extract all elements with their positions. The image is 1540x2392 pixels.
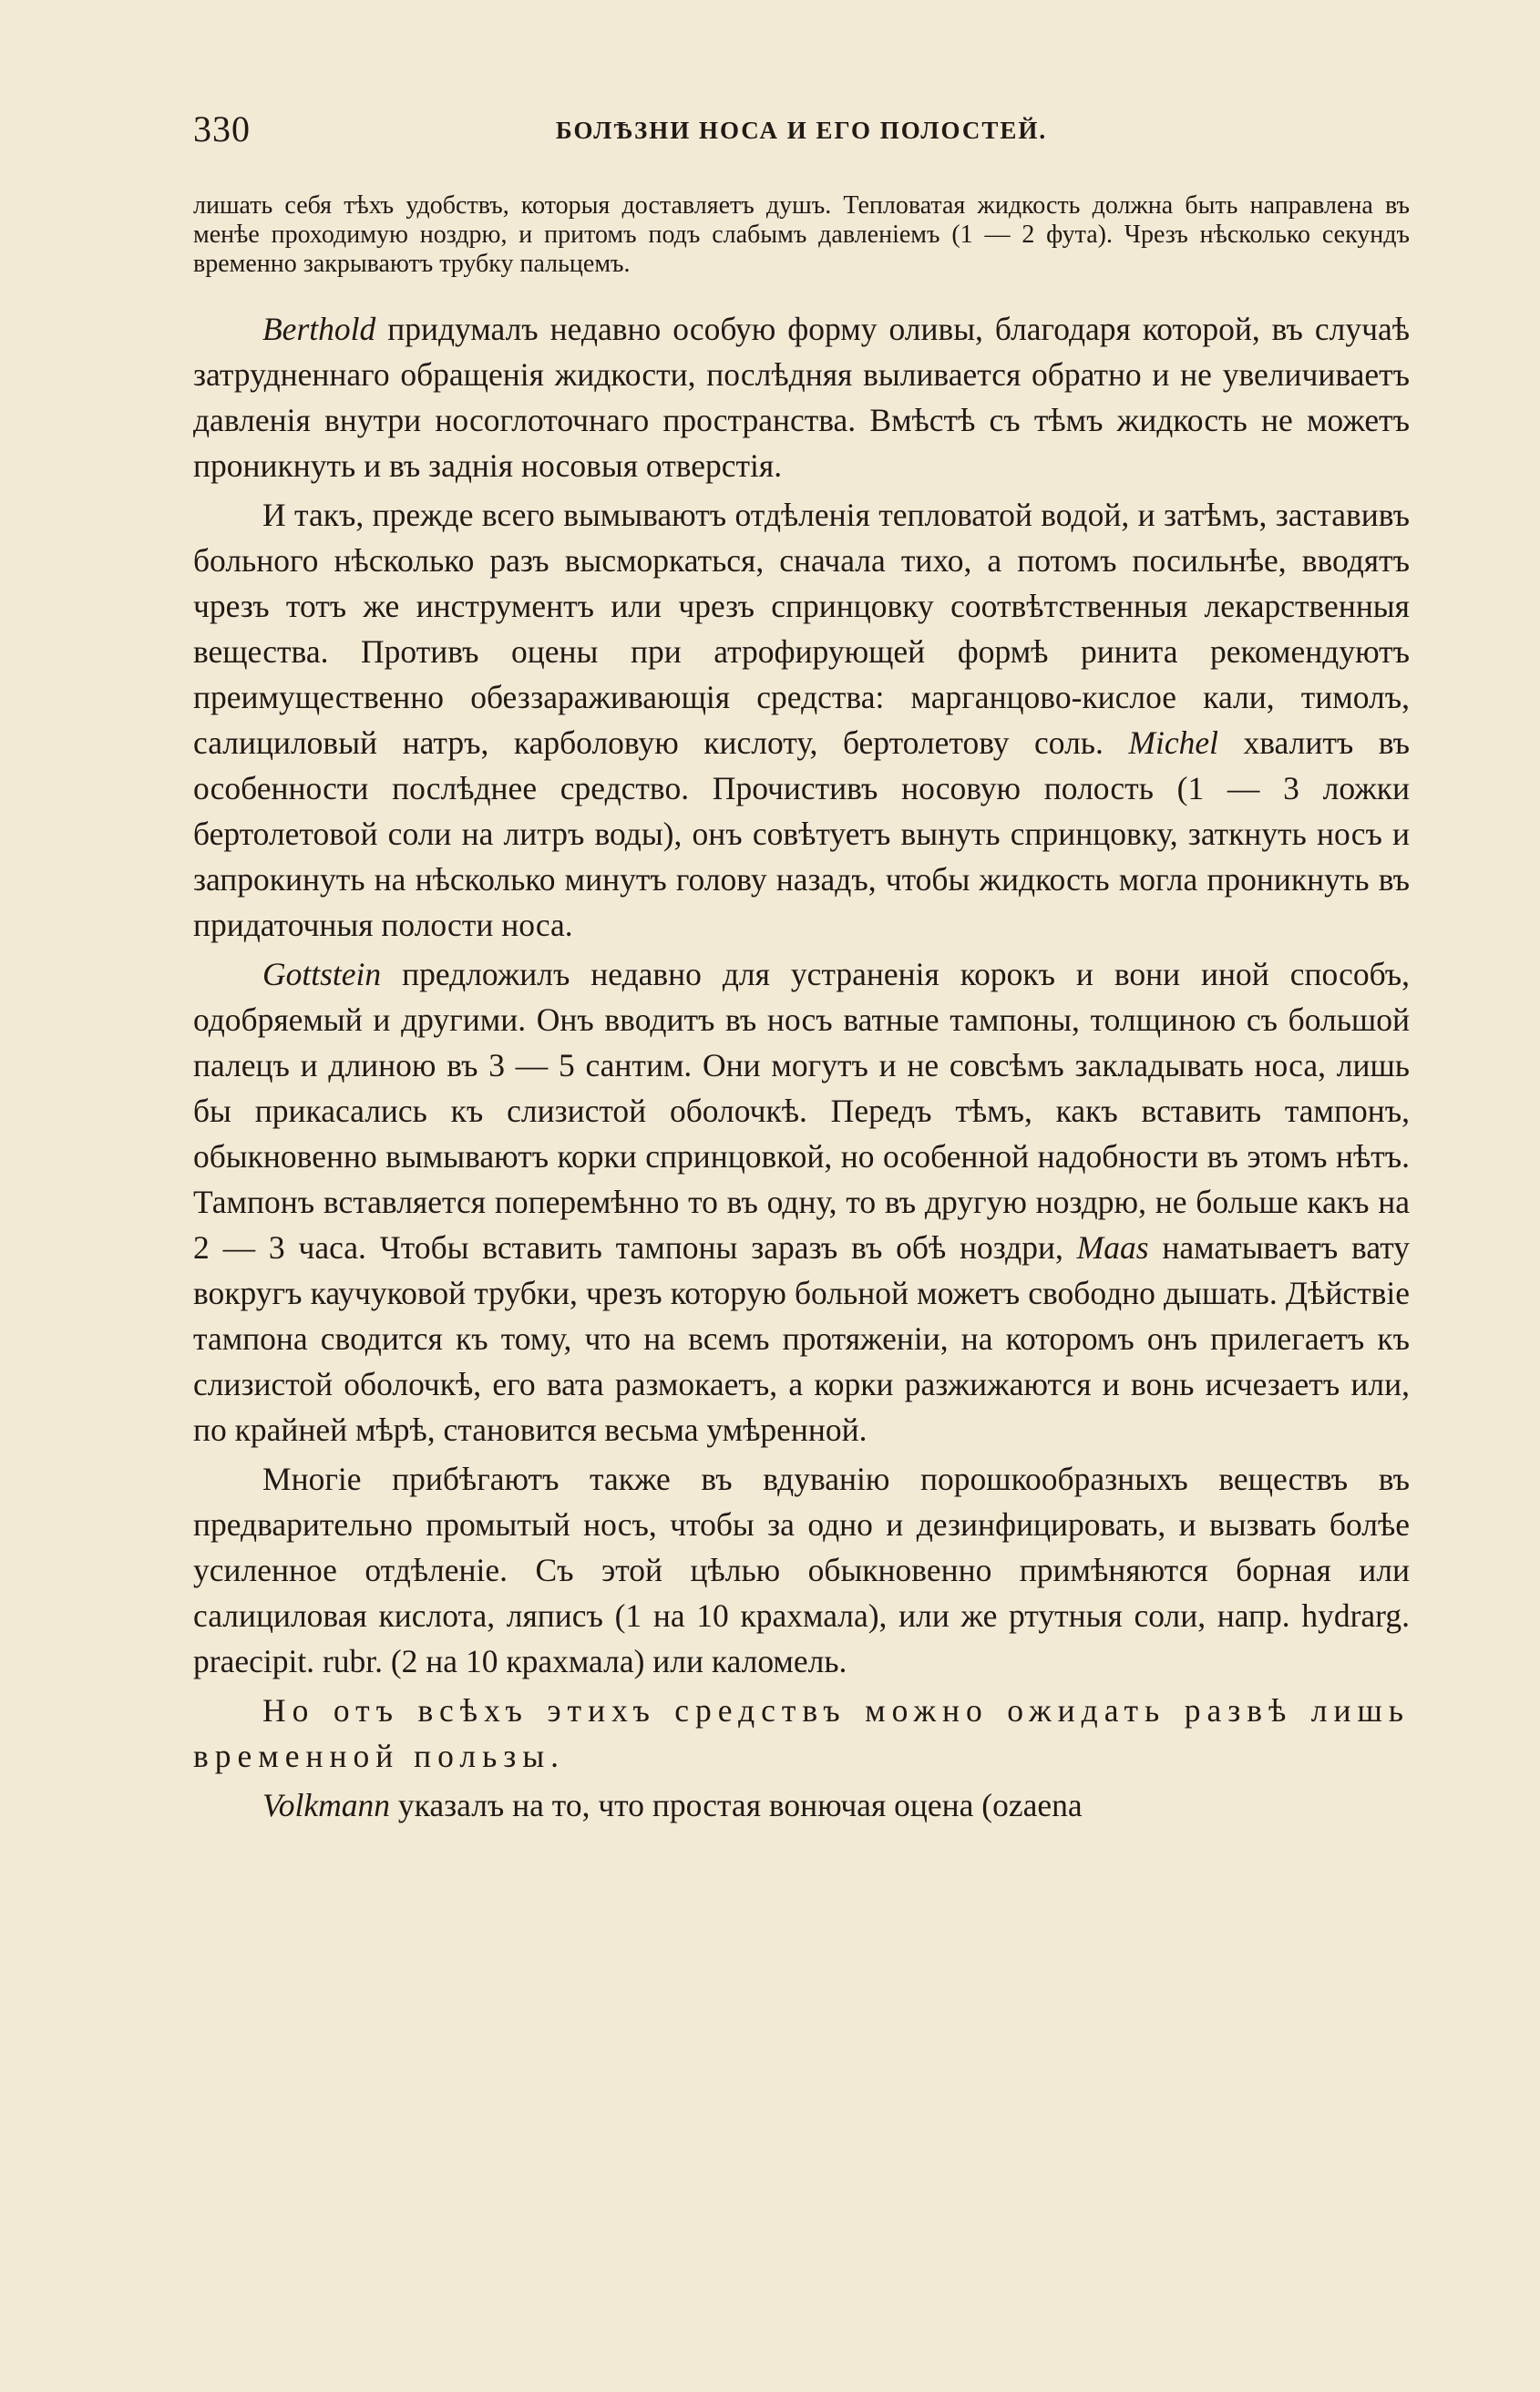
paragraph-powders: Многіе прибѣгаютъ также въ вдуванію порошкообразныхъ веществъ въ предварительно промытый носъ, чтобы за одно и дезинфицировать, и вызвать болѣе усиленное отдѣленіе. Съ этой цѣлью обыкновенно примѣняются борная или салициловая кислота, ляписъ (1 на 10 крахмала), или же ртутныя соли, напр. hydrarg. praecipit. rubr. (2 на 10 крахмала) или каломель. [193,1461,1410,1679]
paragraph-berthold [193,306,1410,488]
footnote-text: лишать себя тѣхъ удобствъ, которыя доставляетъ душъ. Тепловатая жидкость должна быть направлена въ менѣе проходимую ноздрю, и притомъ подъ слабымъ давленіемъ (1 — 2 фута). Чрезъ нѣсколько секундъ временно закрываютъ трубку пальцемъ. [193,191,1410,278]
paragraph-emphasis: Но отъ всѣхъ этихъ средствъ можно ожидать развѣ лишь временной пользы. [193,1692,1410,1774]
running-title: БОЛѢЗНИ НОСА И ЕГО ПОЛОСТЕЙ. [555,117,1048,144]
paragraph-text: хвалитъ въ особенности послѣднее средство. Прочистивъ носовую полость (1 — 3 ложки бертолетовой соли на литръ воды), онъ совѣтуетъ вынуть спринцовку, заткнуть носъ и запрокинуть на нѣсколько минутъ голову назадъ, чтобы жидкость могла проникнуть въ придаточныя полости носа. [193,724,1410,943]
author-name: Berthold [262,311,376,347]
page-body [193,191,1410,1832]
paragraph-volkmann [193,1782,1410,1828]
author-name: Michel [1128,724,1218,761]
paragraph-text: предложилъ недавно для устраненія корокъ и вони иной способъ, одобряемый и другими. Онъ вводитъ въ носъ ватные тампоны, толщиною съ большой палецъ и длиною въ 3 — 5 сантим. Они могутъ и не совсѣмъ закладывать носа, лишь бы прикасались къ слизистой оболочкѣ. Передъ тѣмъ, какъ вставить тампонъ, обыкновенно вымываютъ корки спринцовкой, но особенной надобности въ этомъ нѣтъ. Тампонъ вставляется поперемѣнно то въ одну, то въ другую ноздрю, не больше какъ на 2 — 3 часа. Чтобы вставить тампоны заразъ въ обѣ ноздри, [193,956,1410,1266]
page-header [193,108,1410,162]
author-name: Volkmann [262,1787,391,1823]
paragraph-text: придумалъ недавно особую форму оливы, благодаря которой, въ случаѣ затрудненнаго обращенія жидкости, послѣдняя выливается обратно и не увеличиваетъ давленія внутри носоглоточнаго пространства. Вмѣстѣ съ тѣмъ жидкость не можетъ проникнуть и въ заднія носовыя отверстія. [193,311,1410,484]
author-name: Maas [1076,1229,1149,1266]
paragraph-michel [193,492,1410,948]
paragraph-text: указалъ на то, что простая вонючая оцена (ozaena [390,1787,1083,1823]
author-name: Gottstein [262,956,382,992]
paragraph-text: наматываетъ вату вокругъ каучуковой трубки, чрезъ которую больной можетъ свободно дышать. Дѣйствіе тампона сводится къ тому, что на всемъ протяженіи, на которомъ онъ прилегаетъ къ слизистой оболочкѣ, его вата размокаетъ, а корки разжижаются и вонь исчезаетъ или, по крайней мѣрѣ, становится весьма умѣренной. [193,1229,1410,1448]
paragraph-text: И такъ, прежде всего вымываютъ отдѣленія тепловатой водой, и затѣмъ, заставивъ больного нѣсколько разъ высморкаться, сначала тихо, а потомъ посильнѣе, вводятъ чрезъ тотъ же инструментъ или чрезъ спринцовку соотвѣтственныя лекарственныя вещества. Противъ оцены при атрофирующей формѣ ринита рекомендуютъ преимущественно обеззараживающія средства: марганцово-кислое кали, тимолъ, салициловый натръ, карболовую кислоту, бертолетову соль. [193,497,1410,761]
page-number: 330 [193,108,251,149]
paragraph-gottstein [193,951,1410,1453]
